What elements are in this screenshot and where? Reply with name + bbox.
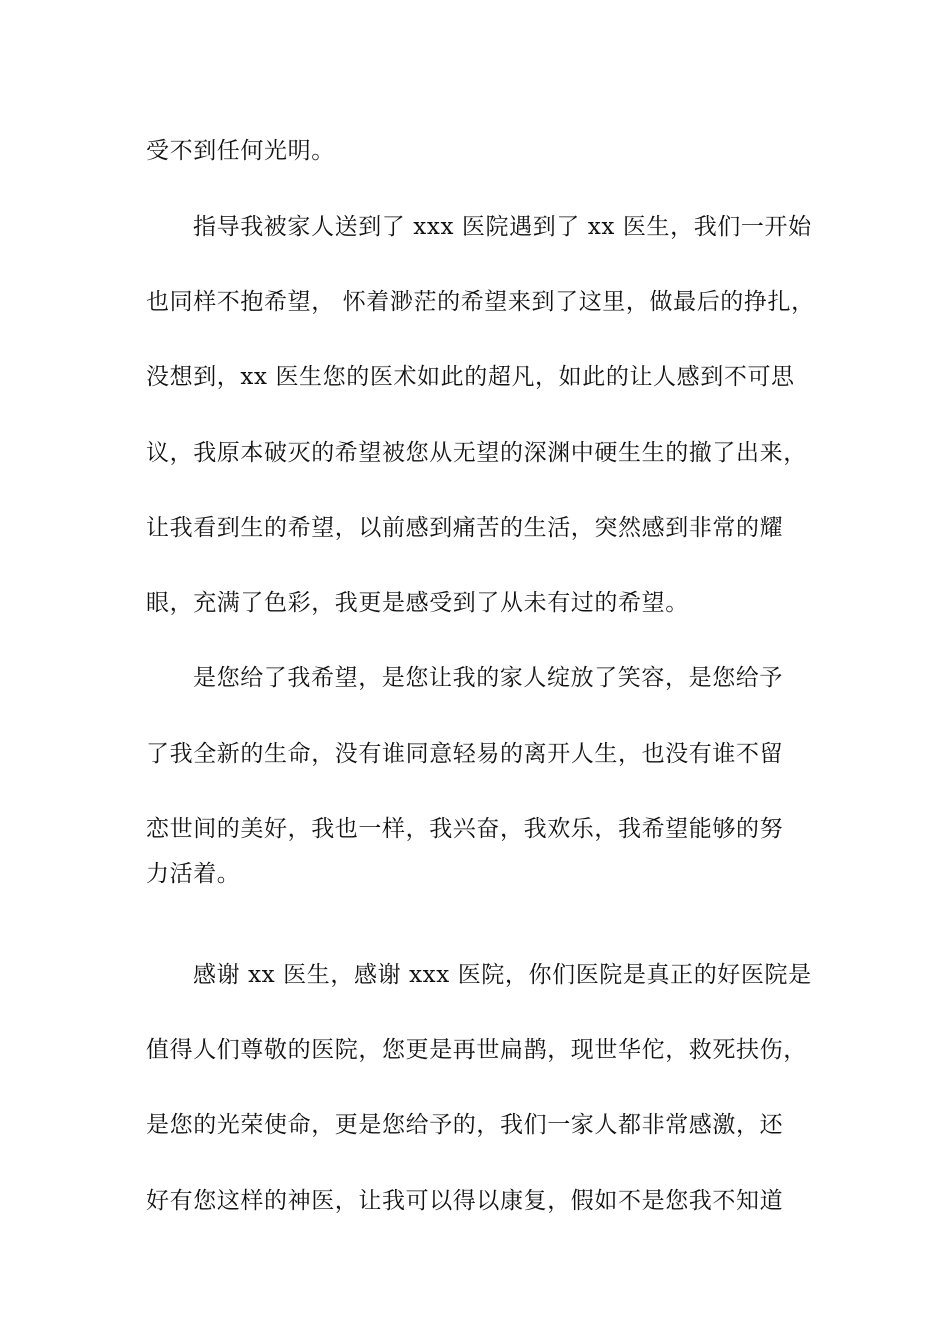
text-line-14: 是您的光荣使命，更是您给予的，我们一家人都非常感激，还 [146, 1112, 784, 1138]
text-line-7: 眼，充满了色彩，我更是感受到了从未有过的希望。 [146, 590, 689, 616]
text-line-11: 力活着。 [146, 861, 241, 887]
text-line-13: 值得人们尊敬的医院，您更是再世扁鹊，现世华佗，救死扶伤， [146, 1037, 807, 1063]
text-line-5: 议，我原本破灭的希望被您从无望的深渊中硬生生的撤了出来， [146, 440, 807, 466]
text-line-6: 让我看到生的希望，以前感到痛苦的生活，突然感到非常的耀 [146, 515, 784, 541]
text-line-9: 了我全新的生命，没有谁同意轻易的离开人生，也没有谁不留 [146, 741, 784, 767]
text-line-1: 受不到任何光明。 [146, 138, 335, 164]
text-line-4: 没想到，xx 医生您的医术如此的超凡，如此的让人感到不可思 [146, 364, 795, 390]
text-line-15: 好有您这样的神医，让我可以得以康复，假如不是您我不知道 [146, 1188, 784, 1214]
text-line-10: 恋世间的美好，我也一样，我兴奋，我欢乐，我希望能够的努 [146, 816, 784, 842]
text-line-3: 也同样不抱希望， 怀着渺茫的希望来到了这里，做最后的挣扎， [146, 289, 815, 315]
text-line-2: 指导我被家人送到了 xxx 医院遇到了 xx 医生，我们一开始 [193, 214, 812, 240]
text-line-12: 感谢 xx 医生，感谢 xxx 医院，你们医院是真正的好医院是 [193, 962, 812, 988]
text-line-8: 是您给了我希望，是您让我的家人绽放了笑容，是您给予 [193, 665, 783, 691]
